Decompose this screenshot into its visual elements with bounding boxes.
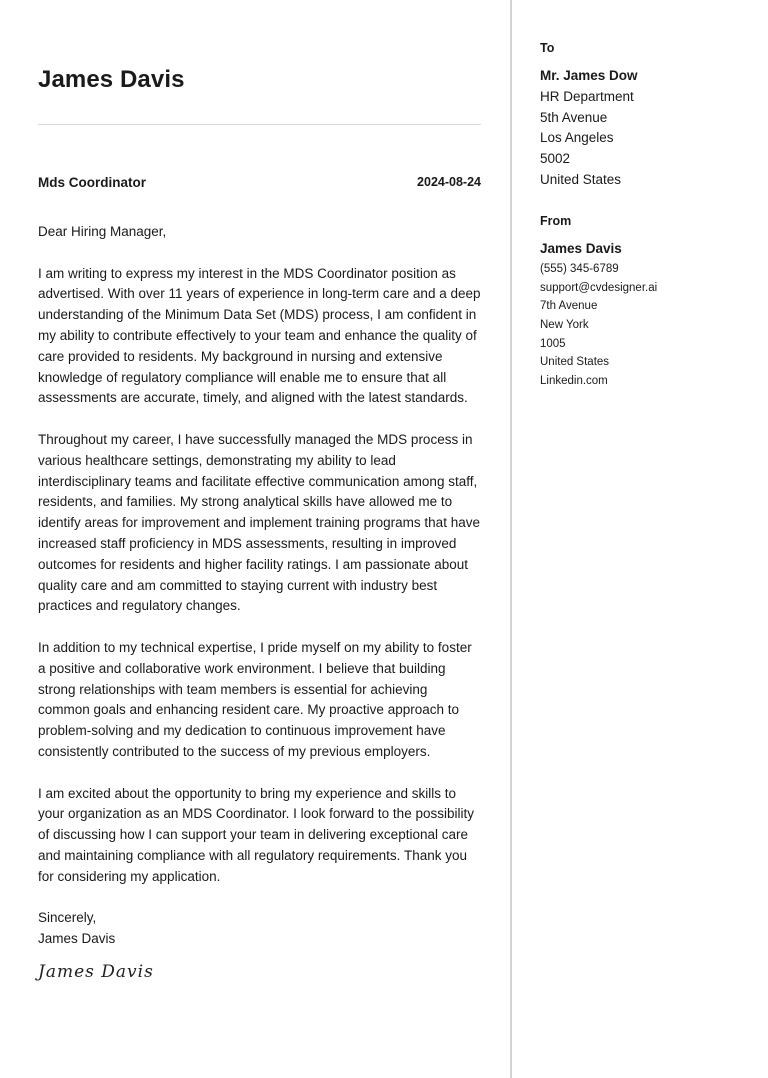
closing-block (38, 908, 481, 950)
recipient-name: Mr. James Dow (540, 68, 638, 83)
letter-date: 2024-08-24 (417, 175, 481, 189)
paragraph-4: I am excited about the opportunity to bring my experience and skills to your organization as an MDS Coordinator. I look forward to the possibility of discussing how I can support your team in delivering exceptional care and maintaining compliance with all regulatory requirements. Thank you for considering my application. (38, 785, 474, 884)
column-divider (510, 0, 512, 1078)
recipient-city: Los Angeles (540, 130, 614, 146)
sender-name: James Davis (540, 241, 622, 256)
recipient-street: 5th Avenue (540, 109, 608, 125)
recipient-zip: 5002 (540, 151, 571, 167)
recipient-department: HR Department (540, 88, 634, 104)
paragraph-3: In addition to my technical expertise, I pride myself on my ability to foster a positive and collaborative work environment. I believe that building strong relationships with team members is essential for achieving common goals and enhancing resident care. My proactive approach to problem-solving and my dedication to continuous improvement have consistently contributed to the success of my previous employers. (38, 639, 472, 759)
closing: Sincerely, (38, 910, 97, 926)
sender-block (540, 239, 657, 391)
job-title: Mds Coordinator (38, 175, 146, 190)
handwritten-signature: James Davis (38, 962, 154, 982)
sender-street: 7th Avenue (540, 300, 598, 313)
recipient-label: To (540, 41, 555, 55)
sender-name-heading: James Davis (38, 66, 185, 93)
letter-body (38, 222, 481, 950)
paragraph-2: Throughout my career, I have successfully managed the MDS process in various healthcare settings, demonstrating my ability to lead interdisciplinary teams and facilitate effective communication among staff, residents, and families. My strong analytical skills have allowed me to identify areas for improvement and implement training programs that have increased staff proficiency in MDS assessments, resulting in improved outcomes for residents and higher facility ratings. I am passionate about quality care and am committed to staying current with industry best practices and regulatory changes. (38, 431, 480, 614)
sender-label: From (540, 214, 572, 228)
sender-city: New York (540, 318, 589, 331)
sender-zip: 1005 (540, 337, 566, 350)
sender-country: United States (540, 356, 610, 369)
closing-name: James Davis (38, 931, 116, 947)
salutation: Dear Hiring Manager, (38, 224, 167, 239)
paragraph-1: I am writing to express my interest in the MDS Coordinator position as advertised. With over 11 years of experience in long-term care and a deep understanding of the Minimum Data Set (MDS) process, I am confident in my ability to contribute effectively to your team and enhance the quality of care provided to residents. My background in nursing and extensive knowledge of regulatory compliance will enable me to ensure that all assessments are accurate, timely, and aligned with the latest standards. (38, 265, 481, 406)
recipient-country: United States (540, 171, 622, 187)
sender-phone: (555) 345-6789 (540, 262, 619, 275)
sender-linkedin: Linkedin.com (540, 375, 608, 388)
recipient-block (540, 66, 638, 191)
sender-email: support@cvdesigner.ai (540, 281, 658, 294)
header-divider (38, 124, 481, 125)
